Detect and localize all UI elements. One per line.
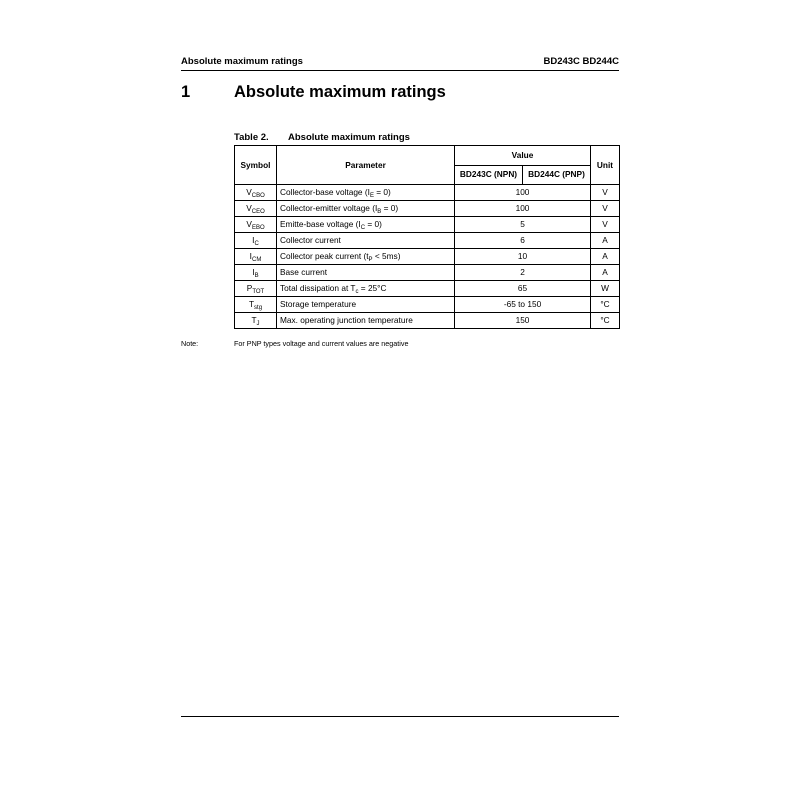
value-cell: 6 — [455, 233, 591, 249]
parameter-cell — [277, 313, 455, 329]
table-row — [235, 297, 620, 313]
value-cell: 5 — [455, 217, 591, 233]
unit-cell: A — [591, 233, 620, 249]
parameter-text: Collector peak current (t — [280, 251, 369, 261]
symbol-letter: V — [246, 219, 252, 229]
parameter-text: Emitte-base voltage (I — [280, 219, 361, 229]
parameter-cell — [277, 201, 455, 217]
symbol-letter: V — [246, 187, 252, 197]
parameter-text-end: = 0) — [365, 219, 382, 229]
symbol-cell — [235, 185, 277, 201]
symbol-cell — [235, 201, 277, 217]
header-unit: Unit — [591, 146, 620, 185]
table-row — [235, 281, 620, 297]
table-row — [235, 313, 620, 329]
note-text: For PNP types voltage and current values are negative — [234, 339, 409, 348]
section-number: 1 — [181, 83, 191, 101]
parameter-cell — [277, 233, 455, 249]
running-header-part-numbers: BD243C BD244C — [543, 56, 619, 67]
table-row — [235, 217, 620, 233]
footer-rule — [181, 716, 619, 717]
parameter-cell — [277, 281, 455, 297]
parameter-text: Base current — [280, 267, 328, 277]
symbol-subscript: CBO — [251, 193, 265, 199]
parameter-text-end: = 0) — [373, 187, 391, 197]
table-caption-number: Table 2. — [234, 132, 269, 143]
header-parameter: Parameter — [277, 146, 455, 185]
symbol-cell — [235, 233, 277, 249]
parameter-cell — [277, 249, 455, 265]
value-cell: 150 — [455, 313, 591, 329]
parameter-subscript: E — [369, 193, 374, 199]
symbol-subscript: TOT — [252, 289, 265, 295]
symbol-cell — [235, 313, 277, 329]
parameter-subscript: P — [368, 257, 373, 263]
parameter-cell — [277, 217, 455, 233]
unit-cell: V — [591, 201, 620, 217]
value-cell: 65 — [455, 281, 591, 297]
header-symbol: Symbol — [235, 146, 277, 185]
parameter-text: Total dissipation at T — [280, 283, 356, 293]
symbol-subscript: B — [254, 273, 259, 279]
symbol-subscript: J — [256, 321, 260, 327]
unit-cell: V — [591, 217, 620, 233]
symbol-cell — [235, 281, 277, 297]
symbol-subscript: EBO — [251, 225, 265, 231]
parameter-text: Max. operating junction temperature — [280, 315, 413, 325]
table-caption-title: Absolute maximum ratings — [288, 132, 410, 143]
parameter-cell — [277, 297, 455, 313]
symbol-cell — [235, 249, 277, 265]
value-cell: 2 — [455, 265, 591, 281]
header-npn: BD243C (NPN) — [455, 165, 523, 185]
unit-cell: °C — [591, 297, 620, 313]
parameter-text-end: = 0) — [381, 203, 399, 213]
header-rule — [181, 70, 619, 71]
section-title: Absolute maximum ratings — [234, 83, 446, 101]
parameter-subscript: C — [360, 225, 366, 231]
symbol-letter: T — [251, 315, 257, 325]
value-cell: 100 — [455, 185, 591, 201]
unit-cell: A — [591, 249, 620, 265]
symbol-letter: P — [246, 283, 253, 293]
symbol-letter: V — [246, 203, 252, 213]
symbol-cell — [235, 265, 277, 281]
table-row — [235, 249, 620, 265]
parameter-cell — [277, 185, 455, 201]
symbol-subscript: CM — [251, 257, 262, 263]
unit-cell: °C — [591, 313, 620, 329]
parameter-text: Collector-base voltage (I — [280, 187, 370, 197]
symbol-subscript: stg — [254, 305, 263, 311]
parameter-cell — [277, 265, 455, 281]
table-row — [235, 233, 620, 249]
symbol-letter: T — [248, 299, 255, 309]
symbol-letter: I — [252, 235, 255, 245]
parameter-text-end: < 5ms) — [372, 251, 401, 261]
parameter-text: Collector current — [280, 235, 341, 245]
header-pnp: BD244C (PNP) — [523, 165, 591, 185]
value-cell: 100 — [455, 201, 591, 217]
symbol-letter: I — [252, 267, 255, 277]
note-label: Note: — [181, 339, 199, 348]
header-value: Value — [455, 146, 591, 166]
value-cell: 10 — [455, 249, 591, 265]
parameter-text: Storage temperature — [280, 299, 357, 309]
parameter-text: Collector-emitter voltage (I — [280, 203, 378, 213]
unit-cell: A — [591, 265, 620, 281]
table-row — [235, 201, 620, 217]
symbol-cell — [235, 297, 277, 313]
parameter-subscript: B — [377, 209, 382, 215]
parameter-text-end: = 25°C — [358, 283, 387, 293]
symbol-subscript: CEO — [251, 209, 265, 215]
value-cell: -65 to 150 — [455, 297, 591, 313]
unit-cell: W — [591, 281, 620, 297]
absolute-maximum-ratings-table — [234, 145, 620, 329]
running-header-title: Absolute maximum ratings — [181, 56, 303, 67]
symbol-letter: I — [249, 251, 252, 261]
symbol-cell — [235, 217, 277, 233]
parameter-subscript: c — [355, 289, 359, 295]
symbol-subscript: C — [254, 241, 259, 247]
table-row — [235, 265, 620, 281]
unit-cell: V — [591, 185, 620, 201]
table-row — [235, 185, 620, 201]
